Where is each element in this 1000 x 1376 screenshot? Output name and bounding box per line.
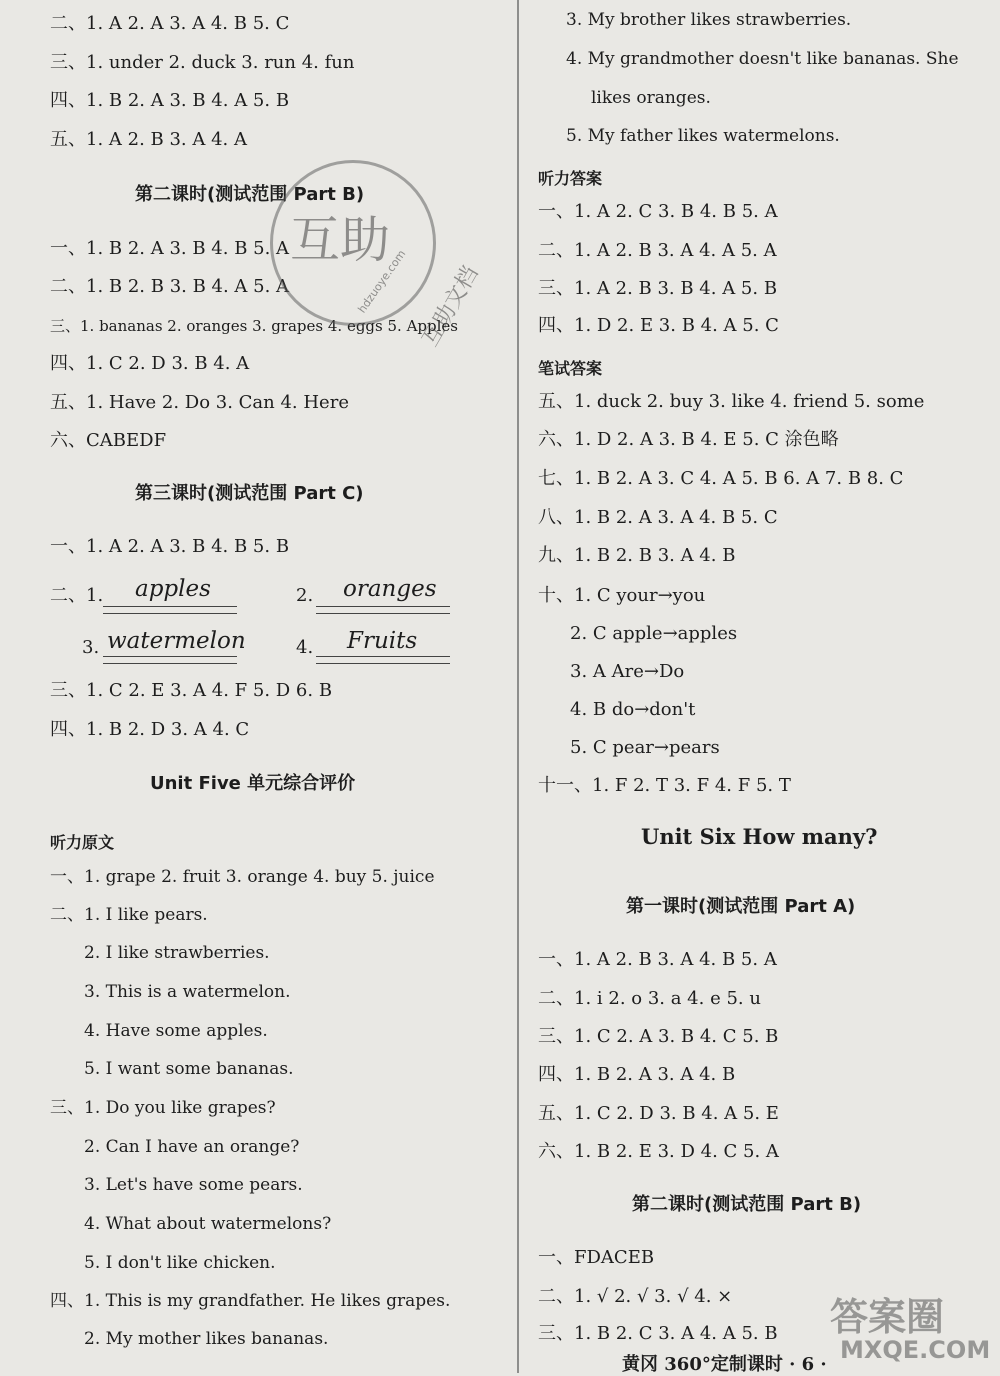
right-answer-line: 九、1. B 2. B 3. A 4. B: [538, 545, 736, 566]
left-answer-line: 4.: [296, 637, 314, 658]
right-answer-line: 三、1. B 2. C 3. A 4. A 5. B: [538, 1323, 778, 1344]
left-answer-line: 一、1. grape 2. fruit 3. orange 4. buy 5. juice: [50, 867, 435, 887]
left-answer-line: 2. Can I have an orange?: [84, 1137, 300, 1157]
right-answer-line: 2. C apple→apples: [570, 623, 738, 644]
right-column: [538, 0, 991, 1373]
watermark: [812, 1284, 990, 1368]
right-answer-line: 六、1. D 2. A 3. B 4. E 5. C 涂色略: [538, 429, 839, 450]
left-answer-line: 二、1.: [50, 585, 104, 606]
right-answer-line: 3. My brother likes strawberries.: [566, 10, 852, 30]
right-answer-line: likes oranges.: [591, 88, 711, 108]
left-answer-line: 五、1. A 2. B 3. A 4. A: [50, 129, 247, 150]
right-answer-line: 二、1. A 2. B 3. A 4. A 5. A: [538, 240, 777, 261]
left-answer-line: 一、1. B 2. A 3. B 4. B 5. A: [50, 238, 290, 259]
right-sub-heading: 听力答案: [538, 169, 603, 188]
left-answer-line: 三、1. Do you like grapes?: [50, 1098, 276, 1118]
right-answer-line: 二、1. i 2. o 3. a 4. e 5. u: [538, 988, 761, 1009]
right-answer-line: 五、1. duck 2. buy 3. like 4. friend 5. some: [538, 391, 925, 412]
left-sub-heading: 听力原文: [50, 833, 115, 852]
stamp-url-text: hdzuoye.com: [355, 247, 409, 316]
right-sub-heading: 笔试答案: [538, 359, 603, 378]
left-answer-line: 3.: [82, 637, 100, 658]
right-answer-line: 六、1. B 2. E 3. D 4. C 5. A: [538, 1141, 779, 1162]
right-answer-line: 四、1. B 2. A 3. A 4. B: [538, 1064, 736, 1085]
watermark-bottom-text: MXQE.COM: [840, 1336, 991, 1364]
handwriting-guide-line: [316, 606, 450, 614]
handwritten-answer: apples: [135, 576, 211, 602]
right-answer-line: 七、1. B 2. A 3. C 4. A 5. B 6. A 7. B 8. C: [538, 468, 904, 489]
left-answer-line: 五、1. Have 2. Do 3. Can 4. Here: [50, 392, 349, 413]
left-answer-line: 2. I like strawberries.: [84, 943, 270, 963]
left-answer-line: 一、1. A 2. A 3. B 4. B 5. B: [50, 536, 290, 557]
right-answer-line: 一、FDACEB: [538, 1247, 655, 1268]
left-section-heading: 第二课时(测试范围 Part B): [135, 184, 365, 205]
right-answer-line: 一、1. A 2. B 3. A 4. B 5. A: [538, 949, 777, 970]
left-answer-line: 六、CABEDF: [50, 430, 167, 451]
left-answer-line: 2. My mother likes bananas.: [84, 1329, 329, 1349]
right-answer-line: 十一、1. F 2. T 3. F 4. F 5. T: [538, 775, 791, 796]
left-answer-line: 5. I want some bananas.: [84, 1059, 294, 1079]
left-answer-line: 4. Have some apples.: [84, 1021, 268, 1041]
left-answer-line: 四、1. B 2. D 3. A 4. C: [50, 719, 250, 740]
watermark-top-text: 答案圈: [830, 1295, 945, 1339]
left-answer-line: 三、1. bananas 2. oranges 3. grapes 4. eggs 5. Apples: [50, 317, 458, 335]
right-section-heading: 第一课时(测试范围 Part A): [626, 896, 856, 917]
right-answer-line: 4. My grandmother doesn't like bananas. She: [566, 49, 959, 69]
handwriting-guide-line: [103, 606, 237, 614]
page-footer: 黄冈 360°定制课时 · 6 ·: [622, 1354, 827, 1375]
left-answer-line: 二、1. I like pears.: [50, 905, 208, 925]
left-section-heading: 第三课时(测试范围 Part C): [135, 483, 364, 504]
right-answer-line: 3. A Are→Do: [570, 661, 685, 682]
left-answer-line: 三、1. C 2. E 3. A 4. F 5. D 6. B: [50, 680, 333, 701]
left-answer-line: 二、1. A 2. A 3. A 4. B 5. C: [50, 13, 290, 34]
left-answer-line: 四、1. C 2. D 3. B 4. A: [50, 353, 250, 374]
left-answer-line: 3. Let's have some pears.: [84, 1175, 303, 1195]
handwritten-answer: Fruits: [347, 628, 418, 654]
left-answer-line: 四、1. B 2. A 3. B 4. A 5. B: [50, 90, 290, 111]
right-answer-line: 二、1. √ 2. √ 3. √ 4. ×: [538, 1286, 733, 1307]
handwriting-guide-line: [316, 656, 450, 664]
left-answer-line: 5. I don't like chicken.: [84, 1253, 276, 1273]
right-answer-line: 5. C pear→pears: [570, 737, 720, 758]
column-divider: [517, 0, 519, 1373]
right-section-heading: Unit Six How many?: [641, 824, 878, 849]
left-answer-line: 2.: [296, 585, 314, 606]
left-section-heading: Unit Five 单元综合评价: [150, 773, 356, 794]
right-answer-line: 三、1. C 2. A 3. B 4. C 5. B: [538, 1026, 779, 1047]
right-answer-line: 5. My father likes watermelons.: [566, 126, 840, 146]
left-answer-line: 二、1. B 2. B 3. B 4. A 5. A: [50, 276, 290, 297]
left-answer-line: 三、1. under 2. duck 3. run 4. fun: [50, 52, 355, 73]
left-answer-line: 四、1. This is my grandfather. He likes grapes.: [50, 1291, 451, 1311]
stamp-main-text: 互助: [290, 211, 390, 269]
right-answer-line: 八、1. B 2. A 3. A 4. B 5. C: [538, 507, 778, 528]
right-answer-line: 4. B do→don't: [570, 699, 696, 720]
right-section-heading: 第二课时(测试范围 Part B): [632, 1194, 862, 1215]
left-answer-line: 4. What about watermelons?: [84, 1214, 332, 1234]
handwritten-answer: oranges: [343, 576, 437, 602]
stamp-side-text: 互助文档: [417, 262, 484, 351]
right-answer-line: 四、1. D 2. E 3. B 4. A 5. C: [538, 315, 779, 336]
handwriting-guide-line: [103, 656, 237, 664]
handwritten-answer: watermelon: [107, 628, 246, 654]
right-answer-line: 十、1. C your→you: [538, 585, 706, 606]
left-answer-line: 3. This is a watermelon.: [84, 982, 291, 1002]
right-answer-line: 五、1. C 2. D 3. B 4. A 5. E: [538, 1103, 779, 1124]
right-answer-line: 一、1. A 2. C 3. B 4. B 5. A: [538, 201, 778, 222]
right-answer-line: 三、1. A 2. B 3. B 4. A 5. B: [538, 278, 778, 299]
